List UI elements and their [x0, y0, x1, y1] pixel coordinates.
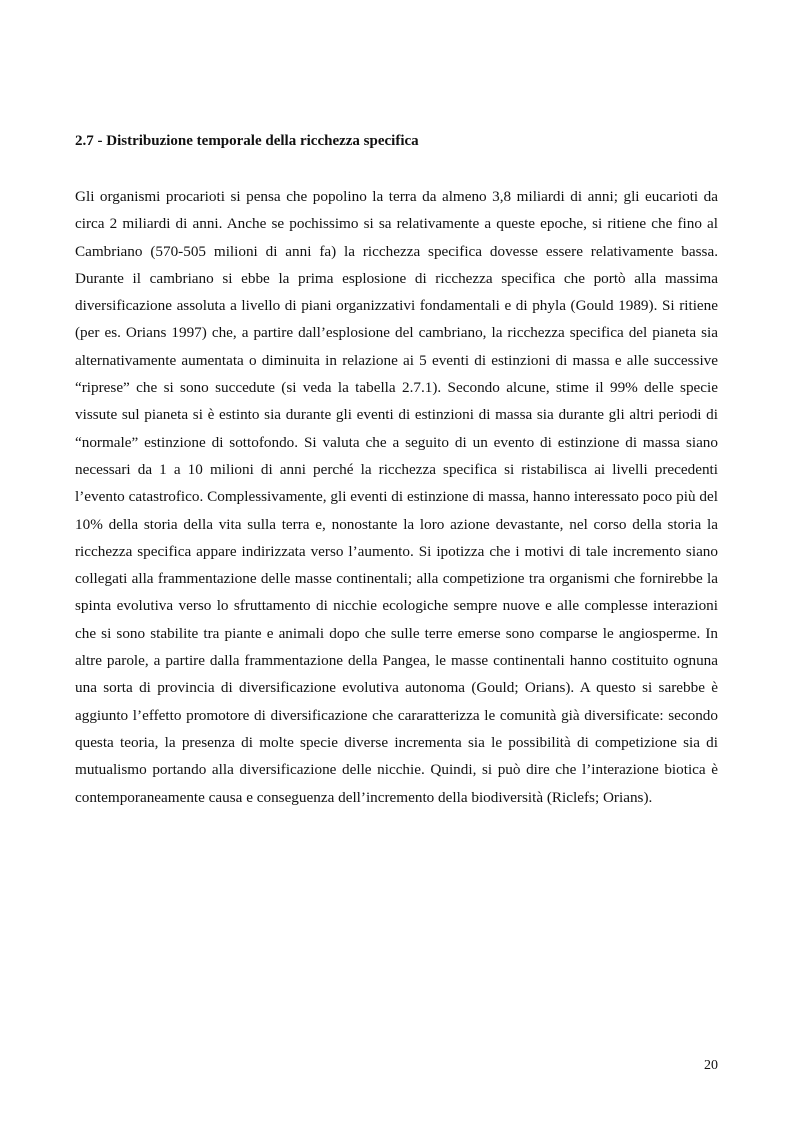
- body-paragraph: Gli organismi procarioti si pensa che popolino la terra da almeno 3,8 miliardi di anni; gli eucarioti da circa 2 miliardi di anni. Anche se pochissimo si sa relativamente a queste epoche, si ritiene che fino al Cambriano (570-505 milioni di anni fa) la ricchezza specifica dovesse essere relativamente bassa. Durante il cambriano si ebbe la prima esplosione di ricchezza specifica che portò alla massima diversificazione assoluta a livello di piani organizzativi fondamentali e di phyla (Gould 1989). Si ritiene (per es. Orians 1997) che, a partire dall’esplosione del cambriano, la ricchezza specifica del pianeta sia alternativamente aumentata o diminuita in relazione ai 5 eventi di estinzioni di massa e alle successive “riprese” che si sono succedute (si veda la tabella 2.7.1). Secondo alcune, stime il 99% delle specie vissute sul pianeta si è estinto sia durante gli eventi di estinzioni di massa sia durante gli altri periodi di “normale” estinzione di sottofondo. Si valuta che a seguito di un evento di estinzione di massa siano necessari da 1 a 10 milioni di anni perché la ricchezza specifica si ristabilisca ai livelli precedenti l’evento catastrofico. Complessivamente, gli eventi di estinzione di massa, hanno interessato poco più del 10% della storia della vita sulla terra e, nonostante la loro azione devastante, nel corso della storia la ricchezza specifica appare indirizzata verso l’aumento. Si ipotizza che i motivi di tale incremento siano collegati alla frammentazione delle masse continentali; alla competizione tra organismi che fornirebbe la spinta evolutiva verso lo sfruttamento di nicchie ecologiche sempre nuove e alle complesse interazioni che si sono stabilite tra piante e animali dopo che sulle terre emerse sono comparse le angiosperme. In altre parole, a partire dalla frammentazione della Pangea, le masse continentali hanno costituito ognuna una sorta di provincia di diversificazione evolutiva autonoma (Gould; Orians). A questo si sarebbe è aggiunto l’effetto promotore di diversificazione che cararatterizza le comunità già diversificate: secondo questa teoria, la presenza di molte specie diverse incrementa sia le possibilità di competizione sia di mutualismo portando alla diversificazione delle nicchie. Quindi, si può dire che l’interazione biotica è contemporaneamente causa e conseguenza dell’incremento della biodiversità (Riclefs; Orians).: [75, 188, 718, 806]
- page-number: 20: [704, 1058, 718, 1073]
- section-heading: 2.7 - Distribuzione temporale della ricchezza specifica: [75, 133, 419, 149]
